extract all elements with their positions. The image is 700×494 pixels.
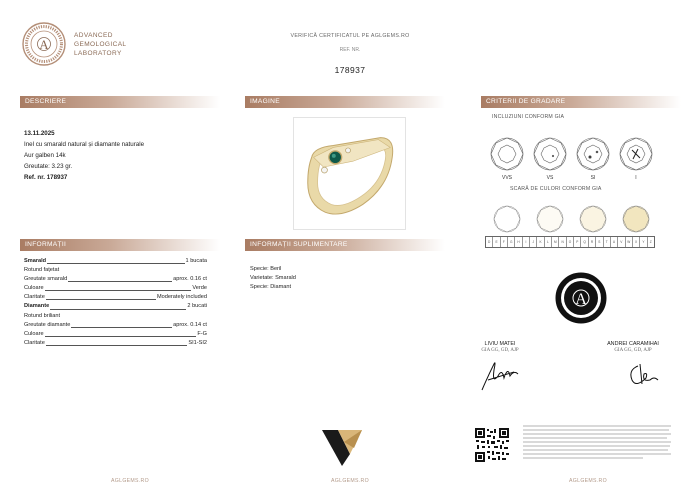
color-letter: H xyxy=(515,237,522,247)
lab-name xyxy=(74,31,126,58)
inclusion-grade-label: I xyxy=(635,175,637,181)
color-letter: Q xyxy=(581,237,588,247)
supplementary-info xyxy=(250,265,296,292)
lab-seal-logo xyxy=(22,22,66,66)
info-row xyxy=(24,302,207,311)
color-letter: M xyxy=(552,237,559,247)
info-row xyxy=(24,275,207,284)
section-informatii: INFORMAȚII xyxy=(20,239,220,251)
info-value: SI1-SI2 xyxy=(188,339,207,346)
info-key: Claritate xyxy=(24,294,45,301)
info-row xyxy=(24,293,207,302)
footer-website-right[interactable]: AGLGEMS.RO xyxy=(569,478,607,484)
color-letter: E xyxy=(493,237,500,247)
color-letter: L xyxy=(545,237,552,247)
signature-andrei-caramihai xyxy=(624,360,664,390)
color-letter: U xyxy=(611,237,618,247)
info-value: aprox. 0.16 ct xyxy=(173,276,207,283)
svg-text:A: A xyxy=(575,291,587,308)
ref-number: 178937 xyxy=(334,65,366,75)
info-row xyxy=(24,321,207,330)
lab-name-line: GEMOLOGICAL xyxy=(74,41,127,48)
legal-fine-print xyxy=(523,424,673,462)
color-letter: D xyxy=(486,237,493,247)
color-letter: Z xyxy=(649,240,652,244)
section-criterii: CRITERII DE GRADARE xyxy=(481,96,681,108)
info-key: Diamante xyxy=(24,303,50,310)
info-row xyxy=(24,266,207,275)
signatory-credentials: GIA GG, GD, AJP xyxy=(481,348,519,353)
inclusion-grade-label: SI xyxy=(590,175,596,181)
ref-label: REF. NR. xyxy=(339,47,361,53)
section-descriere: DESCRIERE xyxy=(20,96,220,108)
certificate-date: 13.11.2025 xyxy=(24,130,55,137)
info-key: Rotund briliant xyxy=(24,312,61,319)
info-key: Culoare xyxy=(24,285,44,292)
ring-photo xyxy=(293,117,406,230)
info-row xyxy=(24,284,207,293)
info-key: Claritate xyxy=(24,339,45,346)
info-value: aprox. 0.14 ct xyxy=(173,321,207,328)
supplementary-line: Varietate: Smarald xyxy=(250,275,296,281)
supplementary-line: Specie: Beril xyxy=(250,266,282,272)
info-row xyxy=(24,257,207,266)
signatory-name: ANDREI CARAMIHAI xyxy=(607,341,659,347)
description-block xyxy=(24,128,144,183)
inclusions-label: INCLUZIUNI CONFORM GIA xyxy=(492,114,565,120)
signature-liviu-matei xyxy=(478,356,526,394)
info-value: 1 bucata xyxy=(185,258,207,264)
inclusion-grade-label: VVS xyxy=(501,175,512,181)
info-value: F-G xyxy=(197,330,207,337)
signatory-credentials: GIA GG, GD, AJP xyxy=(614,348,652,353)
inclusion-grade-label: VS xyxy=(546,175,554,181)
color-letter: W xyxy=(626,237,633,247)
color-letter: Y xyxy=(640,237,647,247)
color-scale-diamonds xyxy=(490,204,660,234)
color-letter: O xyxy=(567,237,574,247)
item-weight: Greutate: 3.23 gr. xyxy=(24,163,73,170)
verification-qr-code[interactable] xyxy=(474,427,510,463)
color-scale-bar xyxy=(485,236,655,248)
supplementary-line: Specie: Diamant xyxy=(250,284,292,290)
color-letter: I xyxy=(523,237,530,247)
item-description: Inel cu smarald natural și diamante naturale xyxy=(24,141,145,148)
stones-info-table xyxy=(24,257,207,348)
brand-logo xyxy=(320,428,364,468)
item-metal: Aur galben 14k xyxy=(24,152,66,159)
info-row xyxy=(24,330,207,339)
ref-value-inline: 178937 xyxy=(46,174,68,181)
inclusion-diagrams xyxy=(490,135,660,173)
color-letter: K xyxy=(537,237,544,247)
info-value: 2 bucati xyxy=(187,303,207,310)
color-letter: F xyxy=(501,237,508,247)
color-letter: J xyxy=(530,237,537,247)
lab-name-line: LABORATORY xyxy=(74,50,122,57)
info-value: Verde xyxy=(192,285,207,292)
color-letter: P xyxy=(574,237,581,247)
svg-text:A: A xyxy=(39,37,49,52)
ref-label-inline: Ref. nr. xyxy=(24,174,45,181)
color-letter: V xyxy=(618,237,625,247)
info-key: Smarald xyxy=(24,258,47,264)
section-informatii-suplimentare: INFORMAȚII SUPLIMENTARE xyxy=(245,239,445,251)
info-key: Greutate smarald xyxy=(24,276,68,283)
info-row xyxy=(24,339,207,348)
info-key: Culoare xyxy=(24,330,44,337)
color-letter: T xyxy=(604,237,611,247)
color-letter: N xyxy=(559,237,566,247)
lab-name-line: ADVANCED xyxy=(74,32,113,39)
footer-website-left[interactable]: AGLGEMS.RO xyxy=(111,478,149,484)
color-letter: X xyxy=(633,237,640,247)
verify-certificate-link[interactable]: VERIFICĂ CERTIFICATUL PE AGLGEMS.RO xyxy=(290,33,410,39)
info-value: Moderately included xyxy=(156,294,207,301)
color-scale-label: SCARĂ DE CULORI CONFORM GIA xyxy=(510,186,602,192)
footer-website-center[interactable]: AGLGEMS.RO xyxy=(331,478,369,484)
color-letter: S xyxy=(596,237,603,247)
signatory-name: LIVIU MATEI xyxy=(484,341,516,347)
color-letter: G xyxy=(508,237,515,247)
info-key: Greutate diamante xyxy=(24,321,71,328)
color-letter: R xyxy=(589,237,596,247)
info-row xyxy=(24,312,207,321)
info-key: Rotund fațetat xyxy=(24,267,60,274)
section-imagine: IMAGINE xyxy=(245,96,445,108)
official-seal xyxy=(555,272,607,324)
